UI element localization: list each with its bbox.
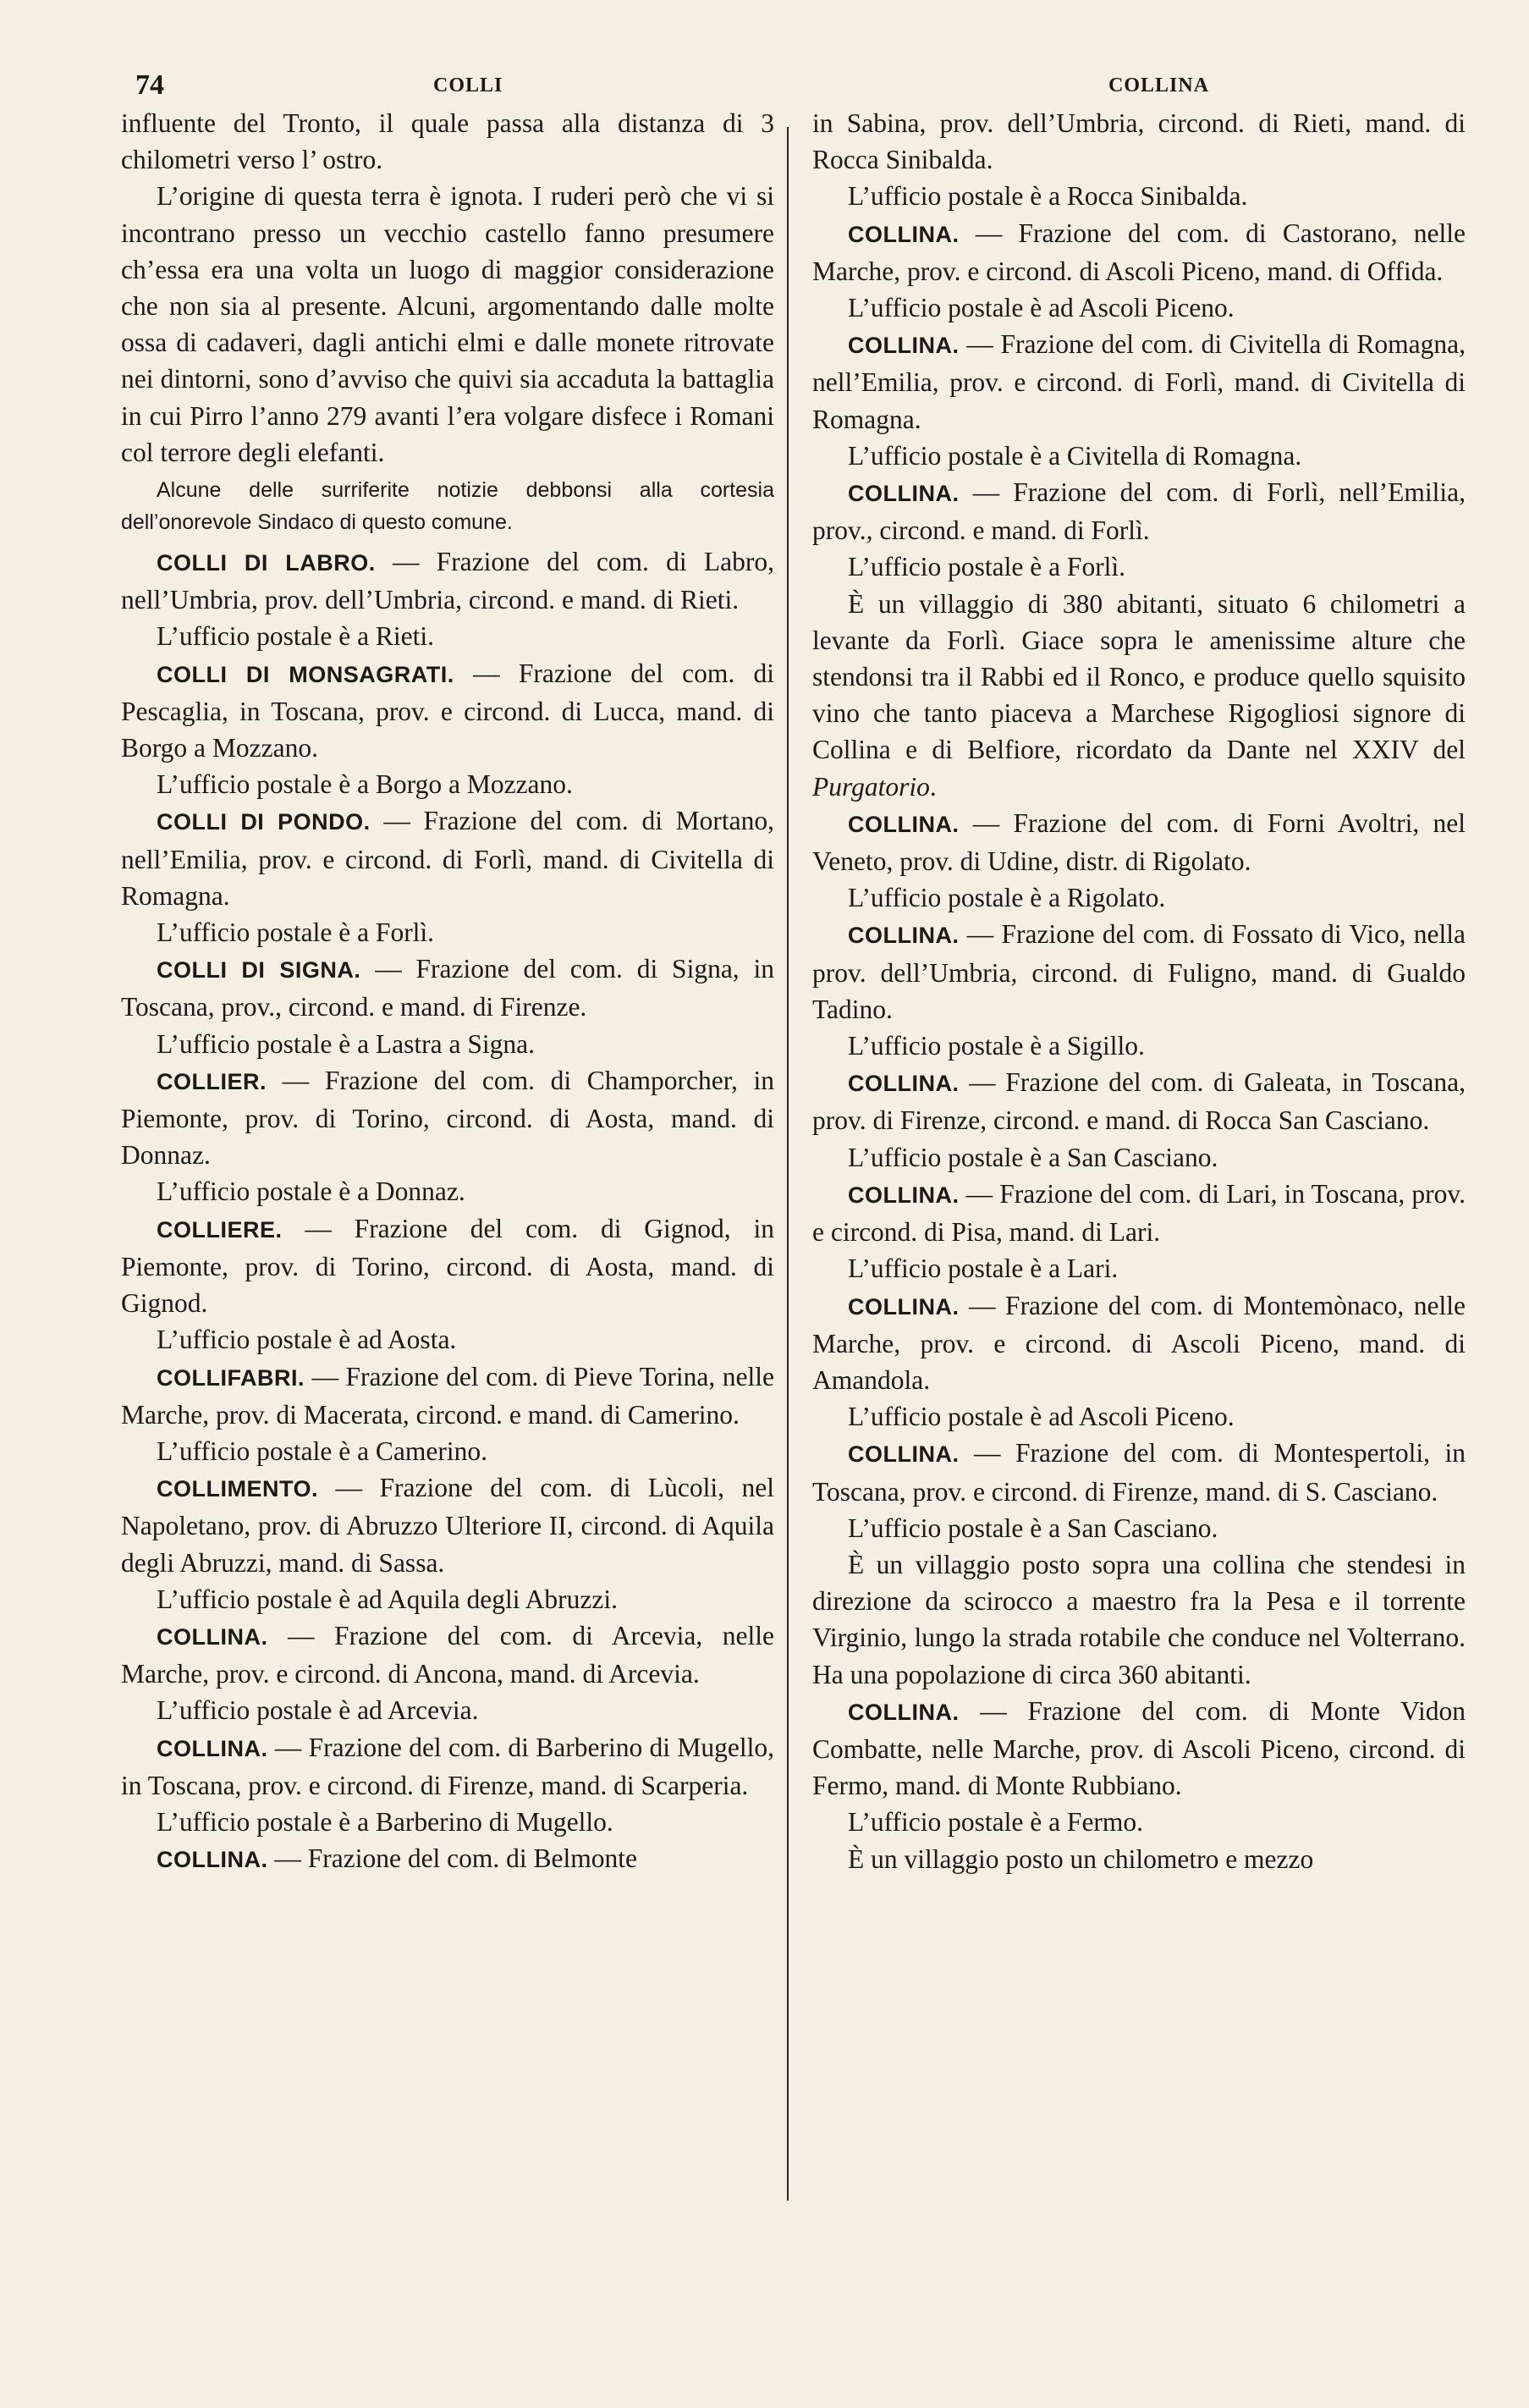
gazetteer-entry — [121, 1469, 774, 1581]
entry-headword: COLLIFABRI. — [157, 1364, 305, 1391]
paragraph-text: È un villaggio di 380 abitanti, situato 6 chilometri a levante da Forlì. Giace sopra le amenissime alture che stendonsi tra il Rabbi ed il Ronco, e produce quello squisito vino che tanto piaceva a Marchese Rigogliosi signore di Collina e di Belfiore, ricordato da Dante nel XXIV del — [812, 588, 1466, 765]
entry-headword: COLLINA. — [157, 1735, 268, 1761]
gazetteer-entry — [121, 1210, 774, 1322]
paragraph: L’ufficio postale è a Lari. — [848, 1254, 1119, 1284]
paragraph: L’ufficio postale è a San Casciano. — [848, 1513, 1218, 1543]
page-header — [118, 69, 1472, 103]
entry-text: — Frazione del com. di Galeata, in Toscana, prov. di Firenze, circond. e mand. di Rocca San Casciano. — [812, 1067, 1466, 1136]
entry-text: — Frazione del com. di Lari, in Toscana, prov. e circond. di Pisa, mand. di Lari. — [812, 1178, 1466, 1248]
left-running-head: COLLI — [433, 74, 503, 96]
gazetteer-entry — [121, 1358, 774, 1433]
entry-headword: COLLINA. — [848, 333, 960, 359]
entry-text: — Frazione del com. di Labro, nell’Umbria, prov. dell’Umbria, circond. e mand. di Rieti. — [121, 547, 774, 615]
paragraph: L’ufficio postale è a Rigolato. — [848, 883, 1166, 913]
paragraph: L’ufficio postale è ad Aosta. — [157, 1325, 457, 1355]
gazetteer-entry — [121, 1729, 774, 1804]
entry-text: — Frazione del com. di Belmonte — [267, 1843, 638, 1874]
paragraph: L’ufficio postale è a Forlì. — [848, 552, 1126, 582]
continued-paragraph: in Sabina, prov. dell’Umbria, circond. di Rieti, mand. di Rocca Sinibalda. — [812, 108, 1466, 175]
entry-text: — Frazione del com. di Signa, in Toscana, prov., circond. e mand. di Firenze. — [121, 954, 774, 1022]
paragraph: È un villaggio posto sopra una collina che stendesi in direzione da scirocco a maestro fra la Pesa e il torrente Virginio, lungo la strada rotabile che conduce nel Volterrano. Ha una popolazione di circa 360 abitanti. — [812, 1549, 1466, 1689]
entry-headword: COLLINA. — [848, 1293, 960, 1320]
entry-headword: COLLIMENTO. — [157, 1476, 318, 1502]
paragraph: L’ufficio postale è a Borgo a Mozzano. — [157, 769, 573, 800]
entry-text: — Frazione del com. di Civitella di Romagna, nell’Emilia, prov. e circond. di Forlì, mand. di Civitella di Romagna. — [812, 329, 1466, 434]
entry-text: — Frazione del com. di Fossato di Vico, nella prov. dell’Umbria, circond. di Fuligno, mand. di Gualdo Tadino. — [812, 919, 1466, 1024]
entry-headword: COLLI DI LABRO. — [157, 550, 376, 576]
entry-headword: COLLINA. — [848, 811, 960, 837]
entry-text: — Frazione del com. di Pescaglia, in Toscana, prov. e circond. di Lucca, mand. di Borgo a Mozzano. — [121, 658, 774, 763]
entry-text: — Frazione del com. di Forlì, nell’Emilia, prov., circond. e mand. di Forlì. — [812, 477, 1466, 546]
gazetteer-entry — [121, 1840, 774, 1878]
paragraph: L’ufficio postale è a Fermo. — [848, 1807, 1144, 1838]
entry-text: — Frazione del com. di Lùcoli, nel Napoletano, prov. di Abruzzo Ulteriore II, circond. di Aquila degli Abruzzi, mand. di Sassa. — [121, 1473, 774, 1578]
gazetteer-entry — [121, 951, 774, 1025]
paragraph: L’ufficio postale è a Civitella di Romagna. — [848, 440, 1302, 471]
gazetteer-entry — [812, 215, 1466, 289]
italic-title: Purgatorio — [812, 771, 930, 802]
paragraph: L’ufficio postale è a Rocca Sinibalda. — [848, 181, 1248, 212]
entry-text: — Frazione del com. di Forni Avoltri, nel Veneto, prov. di Udine, distr. di Rigolato. — [812, 807, 1466, 877]
continued-paragraph: influente del Tronto, il quale passa alla distanza di 3 chilometri verso l’ ostro. — [121, 108, 774, 175]
paragraph: L’ufficio postale è ad Arcevia. — [157, 1695, 479, 1726]
entry-text: — Frazione del com. di Gignod, in Piemonte, prov. di Torino, circond. di Aosta, mand. di Gignod. — [121, 1213, 774, 1319]
paragraph: L’origine di questa terra è ignota. I ruderi però che vi si incontrano presso un vecchio castello fanno presumere ch’essa era una volta un luogo di maggior considerazione che non sia al presente. Alcuni, argomentando dalle molte ossa di cadaveri, dagli antichi elmi e dalle monete ritrovate nei dintorni, sono d’avviso che quivi sia accaduta la battaglia in cui Pirro l’anno 279 avanti l’era volgare disfece i Romani col terrore degli elefanti. — [121, 181, 774, 467]
paragraph: L’ufficio postale è a Donnaz. — [157, 1176, 465, 1207]
entry-headword: COLLI DI PONDO. — [157, 809, 371, 835]
paragraph: L’ufficio postale è a Sigillo. — [848, 1031, 1145, 1061]
paragraph: L’ufficio postale è a Lastra a Signa. — [157, 1028, 535, 1059]
paragraph: L’ufficio postale è ad Aquila degli Abruzzi. — [157, 1584, 618, 1614]
gazetteer-entry — [121, 543, 774, 618]
paragraph: È un villaggio posto un chilometro e mezzo — [848, 1843, 1314, 1874]
entry-headword: COLLINA. — [848, 1071, 960, 1097]
gazetteer-entry — [121, 1062, 774, 1174]
entry-headword: COLLINA. — [157, 1847, 268, 1873]
gazetteer-entry — [812, 474, 1466, 548]
gazetteer-entry — [121, 802, 774, 914]
entry-headword: COLLINA. — [848, 1699, 960, 1725]
paragraph: L’ufficio postale è ad Ascoli Piceno. — [848, 293, 1235, 323]
entry-headword: COLLINA. — [848, 221, 960, 247]
paragraph-tail: . — [929, 771, 937, 802]
entry-text: — Frazione del com. di Montespertoli, in Toscana, prov. e circond. di Firenze, mand. di S. Casciano. — [812, 1438, 1466, 1507]
gazetteer-entry — [121, 655, 774, 767]
entry-headword: COLLIERE. — [157, 1216, 283, 1243]
gazetteer-entry — [812, 916, 1466, 1028]
paragraph: L’ufficio postale è ad Ascoli Piceno. — [848, 1402, 1235, 1432]
entry-text: — Frazione del com. di Arcevia, nelle Marche, prov. e circond. di Ancona, mand. di Arcevia. — [121, 1620, 774, 1689]
entry-headword: COLLINA. — [848, 1441, 960, 1468]
entry-text: — Frazione del com. di Castorano, nelle Marche, prov. e circond. di Ascoli Piceno, mand. di Offida. — [812, 218, 1466, 286]
gazetteer-entry — [812, 1176, 1466, 1250]
entry-headword: COLLI DI MONSAGRATI. — [157, 661, 454, 687]
gazetteer-entry — [812, 1287, 1466, 1399]
page-number: 74 — [135, 69, 164, 101]
gazetteer-entry — [812, 1064, 1466, 1138]
entry-text: — Frazione del com. di Mortano, nell’Emilia, prov. e circond. di Forlì, mand. di Civitella di Romagna. — [121, 806, 775, 911]
right-column — [812, 105, 1466, 1877]
paragraph: L’ufficio postale è a Camerino. — [157, 1435, 488, 1466]
paragraph: L’ufficio postale è a San Casciano. — [848, 1142, 1218, 1172]
paragraph: L’ufficio postale è a Barberino di Mugello. — [157, 1806, 613, 1837]
entry-text: — Frazione del com. di Pieve Torina, nelle Marche, prov. di Macerata, circond. e mand. di Camerino. — [121, 1361, 774, 1430]
entry-headword: COLLINA. — [848, 481, 960, 507]
paragraph: L’ufficio postale è a Rieti. — [157, 621, 435, 652]
paragraph: L’ufficio postale è a Forlì. — [157, 917, 435, 948]
entry-headword: COLLIER. — [157, 1068, 267, 1094]
left-column — [121, 105, 774, 1878]
entry-headword: COLLINA. — [157, 1623, 268, 1650]
entry-text: — Frazione del com. di Monte Vidon Combatte, nelle Marche, prov. di Ascoli Piceno, circond. di Fermo, mand. di Monte Rubbiano. — [812, 1695, 1466, 1801]
right-running-head: COLLINA — [1108, 74, 1210, 96]
column-divider — [787, 127, 789, 2201]
footnote: Alcune delle surriferite notizie debbonsi alla cortesia dell’onorevole Sindaco di questo comune. — [121, 478, 774, 535]
entry-headword: COLLI DI SIGNA. — [157, 957, 361, 984]
entry-headword: COLLINA. — [848, 923, 960, 949]
gazetteer-entry — [812, 1693, 1466, 1805]
gazetteer-entry — [812, 1435, 1466, 1509]
entry-text: — Frazione del com. di Barberino di Mugello, in Toscana, prov. e circond. di Firenze, mand. di Scarperia. — [121, 1732, 774, 1800]
entry-headword: COLLINA. — [848, 1182, 960, 1208]
gazetteer-entry — [121, 1617, 774, 1692]
entry-text: — Frazione del com. di Montemònaco, nelle Marche, prov. e circond. di Ascoli Piceno, mand. di Amandola. — [812, 1290, 1466, 1395]
gazetteer-entry — [812, 326, 1466, 438]
entry-text: — Frazione del com. di Champorcher, in Piemonte, prov. di Torino, circond. di Aosta, mand. di Donnaz. — [121, 1065, 774, 1171]
gazetteer-entry — [812, 805, 1466, 879]
paragraph — [812, 586, 1466, 805]
